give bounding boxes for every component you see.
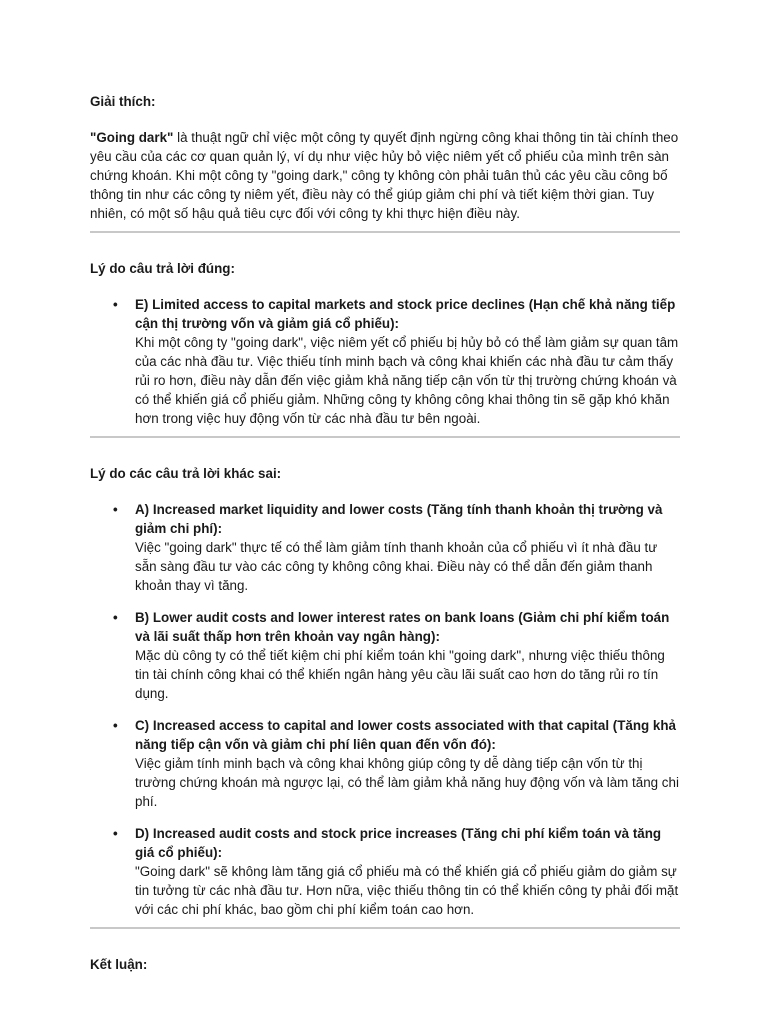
list-item bbox=[90, 608, 680, 703]
item-body: Mặc dù công ty có thể tiết kiệm chi phí kiểm toán khi "going dark", nhưng việc thiếu thông tin tài chính công khai có thể khiến ngân hàng yêu cầu lãi suất cao hơn do tăng rủi ro tín dụng. bbox=[135, 648, 665, 701]
section-divider bbox=[90, 927, 680, 929]
bullet-icon: • bbox=[113, 826, 118, 841]
item-body: Khi một công ty "going dark", việc niêm yết cổ phiếu bị hủy bỏ có thể làm giảm sự quan tâm của các nhà đầu tư. Việc thiếu tính minh bạch và công khai khiến các nhà đầu tư cảm thấy rủi ro hơn, điều này dẫn đến việc giảm khả năng tiếp cận vốn từ thị trường chứng khoán và có thể khiến giá cổ phiếu giảm. Những công ty không công khai thông tin sẽ gặp khó khăn hơn trong việc huy động vốn từ các nhà đầu tư bên ngoài. bbox=[135, 335, 679, 426]
correct-list bbox=[90, 295, 680, 428]
list-item bbox=[90, 295, 680, 428]
item-title: E) Limited access to capital markets and stock price declines (Hạn chế khả năng tiếp cận thị trường vốn và giảm giá cổ phiếu): bbox=[135, 297, 676, 331]
list-item bbox=[90, 824, 680, 919]
bullet-icon: • bbox=[113, 502, 118, 517]
list-item bbox=[90, 500, 680, 595]
conclusion-heading: Kết luận: bbox=[90, 957, 148, 972]
item-body: "Going dark" sẽ không làm tăng giá cổ phiếu mà có thể khiến giá cổ phiếu giảm do giảm sự tin tưởng từ các nhà đầu tư. Hơn nữa, việc thiếu thông tin có thể khiến công ty phải đối mặt với các chi phí khác, bao gồm chi phí kiểm toán cao hơn. bbox=[135, 864, 679, 917]
item-title: C) Increased access to capital and lower costs associated with that capital (Tăng khả năng tiếp cận vốn và giảm chi phí liên quan đến vốn đó): bbox=[135, 718, 677, 752]
item-title: B) Lower audit costs and lower interest rates on bank loans (Giảm chi phí kiểm toán và lãi suất thấp hơn trên khoản vay ngân hàng): bbox=[135, 610, 670, 644]
incorrect-heading: Lý do các câu trả lời khác sai: bbox=[90, 466, 282, 481]
document-content bbox=[90, 92, 680, 991]
list-item bbox=[90, 716, 680, 811]
explanation-term: "Going dark" bbox=[90, 130, 174, 145]
explanation-paragraph bbox=[90, 128, 680, 223]
incorrect-list bbox=[90, 500, 680, 919]
section-divider bbox=[90, 436, 680, 438]
explanation-text: là thuật ngữ chỉ việc một công ty quyết định ngừng công khai thông tin tài chính theo yêu cầu của các cơ quan quản lý, ví dụ như việc hủy bỏ việc niêm yết cổ phiếu của mình trên sàn chứng khoán. Khi một công ty "going dark," công ty không còn phải tuân thủ các yêu cầu công bố thông tin như các công ty niêm yết, điều này có thể giúp giảm chi phí và tiết kiệm thời gian. Tuy nhiên, có một số hậu quả tiêu cực đối với công ty khi thực hiện điều này. bbox=[90, 130, 679, 221]
bullet-icon: • bbox=[113, 297, 118, 312]
item-body: Việc "going dark" thực tế có thể làm giảm tính thanh khoản của cổ phiếu vì ít nhà đầu tư sẵn sàng đầu tư vào các công ty không công khai. Điều này có thể dẫn đến giảm thanh khoản thay vì tăng. bbox=[135, 540, 658, 593]
explanation-heading: Giải thích: bbox=[90, 94, 156, 109]
section-divider bbox=[90, 231, 680, 233]
bullet-icon: • bbox=[113, 718, 118, 733]
item-title: D) Increased audit costs and stock price increases (Tăng chi phí kiểm toán và tăng giá cổ phiếu): bbox=[135, 826, 662, 860]
item-body: Việc giảm tính minh bạch và công khai không giúp công ty dễ dàng tiếp cận vốn từ thị trường chứng khoán mà ngược lại, có thể làm giảm khả năng huy động vốn và làm tăng chi phí. bbox=[135, 756, 679, 809]
bullet-icon: • bbox=[113, 610, 118, 625]
correct-heading: Lý do câu trả lời đúng: bbox=[90, 261, 235, 276]
item-title: A) Increased market liquidity and lower costs (Tăng tính thanh khoản thị trường và giảm chi phí): bbox=[135, 502, 663, 536]
